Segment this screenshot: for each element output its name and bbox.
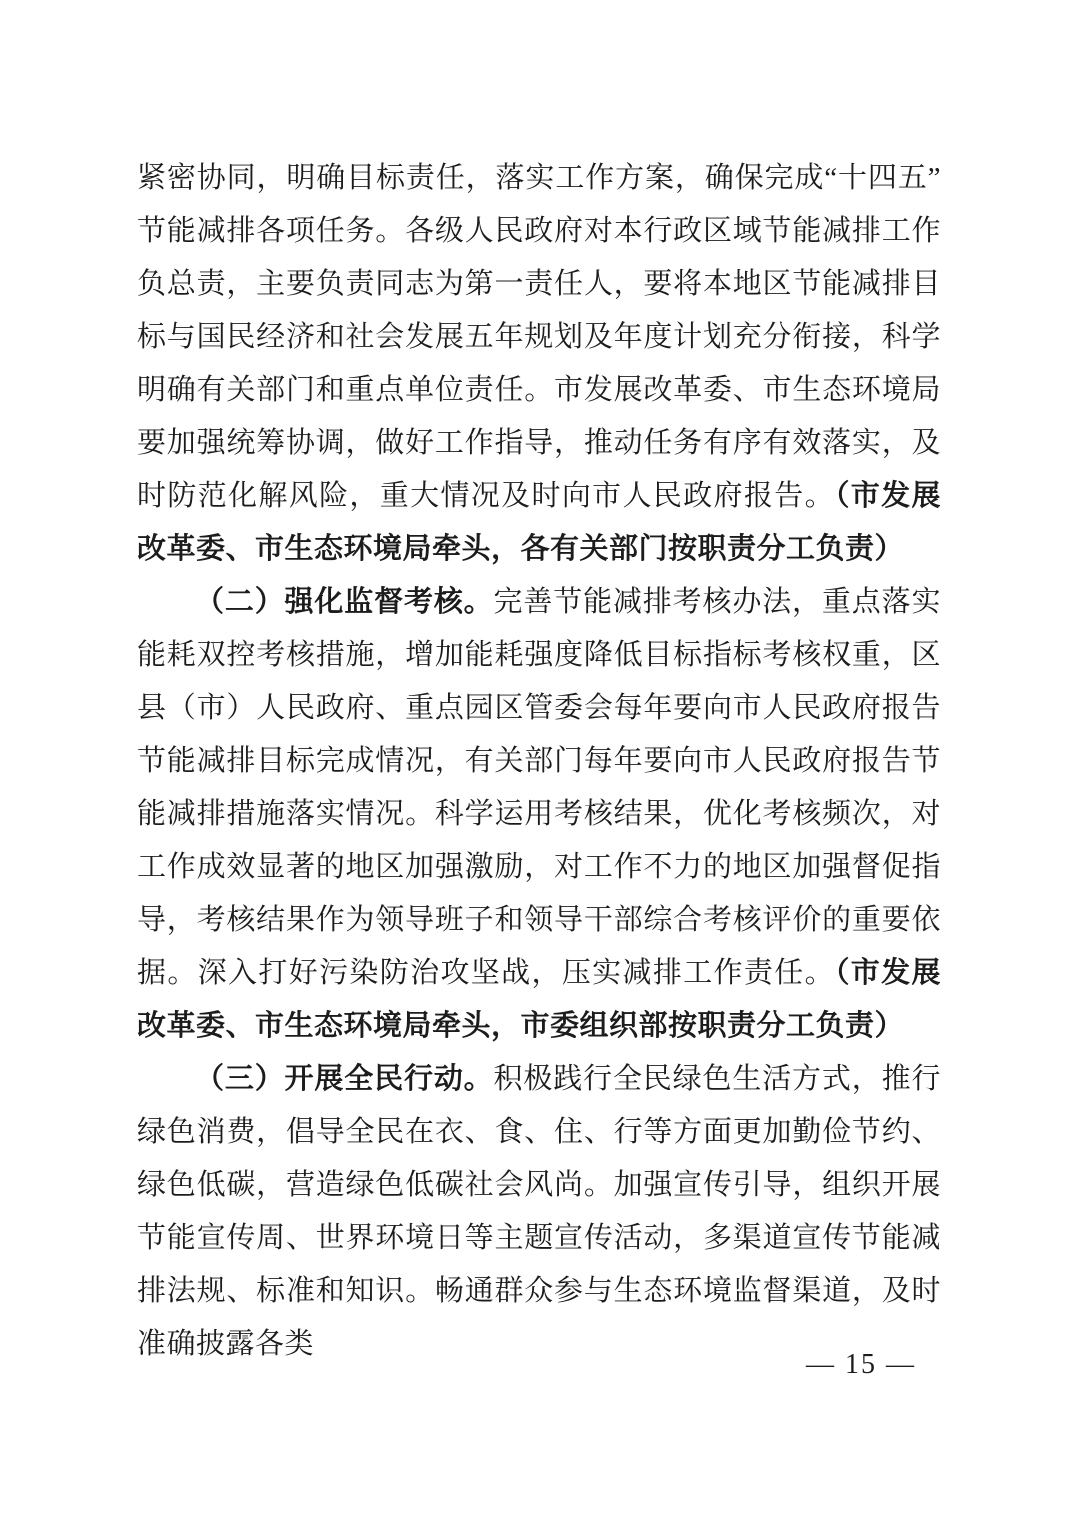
emphasis-run: （三）开展全民行动。 xyxy=(195,1063,494,1095)
paragraph xyxy=(137,152,941,576)
paragraph xyxy=(137,576,941,1053)
text-run: 紧密协同，明确目标责任，落实工作方案，确保完成“十四五”节能减排各项任务。各级人民政府对本行政区域节能减排工作负总责，主要负责同志为第一责任人，要将本地区节能减排目标与国民经济和社会发展五年规划及年度计划充分衔接，科学明确有关部门和重点单位责任。市发展改革委、市生态环境局要加强统筹协调，做好工作指导，推动任务有序有效落实，及时防范化解风险，重大情况及时向市人民政府报告。 xyxy=(137,162,941,512)
document-body xyxy=(137,152,941,1371)
emphasis-run: （二）强化监督考核。 xyxy=(195,586,494,618)
text-run: 积极践行全民绿色生活方式，推行绿色消费，倡导全民在衣、食、住、行等方面更加勤俭节约、绿色低碳，营造绿色低碳社会风尚。加强宣传引导，组织开展节能宣传周、世界环境日等主题宣传活动，多渠道宣传节能减排法规、标准和知识。畅通群众参与生态环境监督渠道，及时准确披露各类 xyxy=(137,1063,941,1360)
paragraph xyxy=(137,1053,941,1371)
page-number: — 15 — xyxy=(806,1349,916,1380)
emphasis-run: （市发展改革委、市生态环境局牵头，市委组织部按职责分工负责） xyxy=(137,957,941,1042)
text-run: 完善节能减排考核办法，重点落实能耗双控考核措施，增加能耗强度降低目标指标考核权重，区县（市）人民政府、重点园区管委会每年要向市人民政府报告节能减排目标完成情况，有关部门每年要向市人民政府报告节能减排措施落实情况。科学运用考核结果，优化考核频次，对工作成效显著的地区加强激励，对工作不力的地区加强督促指导，考核结果作为领导班子和领导干部综合考核评价的重要依据。深入打好污染防治攻坚战，压实减排工作责任。 xyxy=(137,586,941,989)
emphasis-run: （市发展改革委、市生态环境局牵头，各有关部门按职责分工负责） xyxy=(137,480,941,565)
